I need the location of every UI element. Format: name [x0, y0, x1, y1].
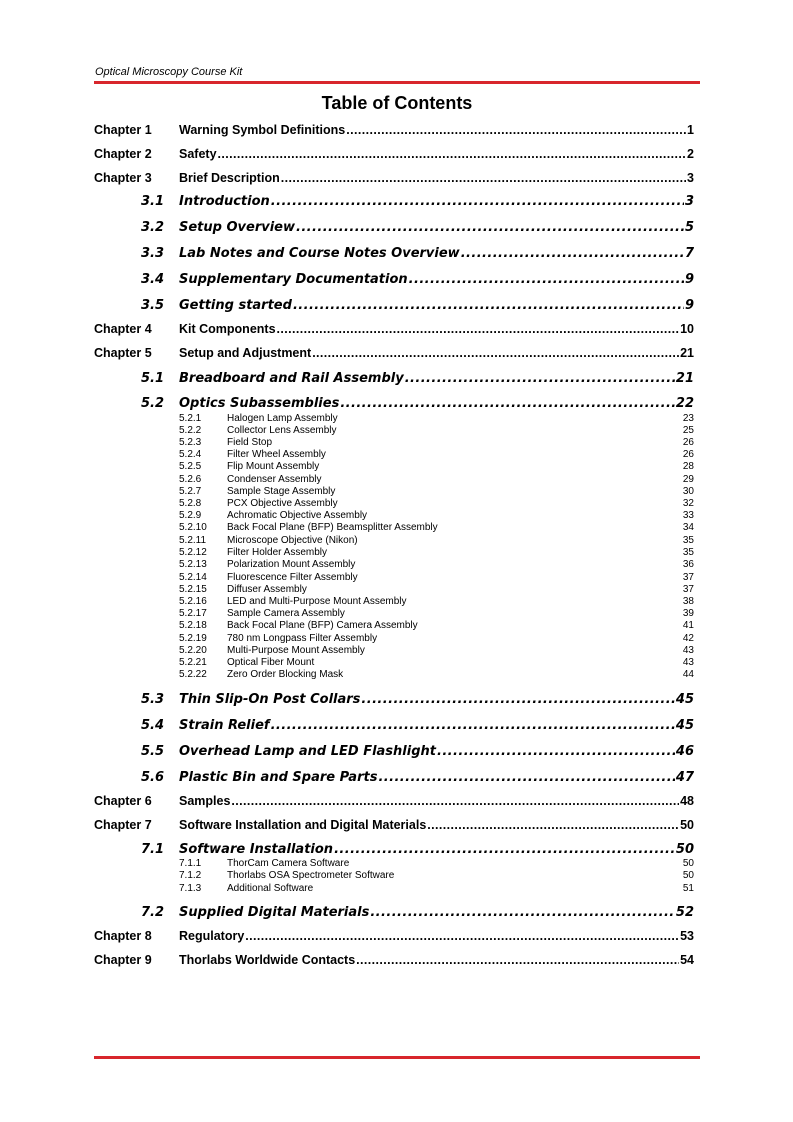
entry-page: 30	[682, 486, 694, 497]
toc-entry-5-2-9[interactable]	[94, 510, 694, 521]
entry-number: 7.1.3	[179, 883, 202, 894]
toc-entry-3-5[interactable]	[94, 298, 694, 313]
entry-page: 48	[680, 794, 694, 808]
entry-label: Supplied Digital Materials	[179, 905, 370, 920]
toc-entry-5-2-19[interactable]	[94, 633, 694, 644]
entry-page: 50	[680, 818, 694, 832]
entry-label: Lab Notes and Course Notes Overview	[179, 246, 460, 261]
entry-label: Back Focal Plane (BFP) Camera Assembly	[227, 620, 418, 631]
entry-label: Breadboard and Rail Assembly	[179, 371, 404, 386]
toc-entry-chapter-3[interactable]	[94, 171, 694, 185]
entry-label: Fluorescence Filter Assembly	[227, 572, 358, 583]
entry-label: Warning Symbol Definitions	[179, 123, 346, 137]
entry-page: 54	[680, 953, 694, 967]
header-rule	[94, 81, 700, 84]
dot-leader	[293, 298, 684, 313]
toc-entry-5-4[interactable]	[94, 718, 694, 733]
entry-label: Collector Lens Assembly	[227, 425, 337, 436]
entry-number: 5.2.21	[179, 657, 207, 668]
entry-number: 5.2.19	[179, 633, 207, 644]
entry-page: 50	[682, 870, 694, 881]
entry-number: Chapter 5	[94, 346, 152, 360]
entry-label: Thorlabs OSA Spectrometer Software	[227, 870, 395, 881]
entry-page: 23	[682, 413, 694, 424]
toc-entry-5-2-12[interactable]	[94, 547, 694, 558]
footer-rule	[94, 1056, 700, 1059]
toc-entry-5-2[interactable]	[94, 396, 694, 411]
entry-page: 1	[687, 123, 694, 137]
entry-label: Software Installation and Digital Materials	[179, 818, 427, 832]
entry-label: Thorlabs Worldwide Contacts	[179, 953, 356, 967]
entry-number: Chapter 1	[94, 123, 152, 137]
entry-page: 32	[682, 498, 694, 509]
entry-number: 5.2.6	[179, 474, 202, 485]
entry-number: 5.2.9	[179, 510, 202, 521]
entry-number: 5.2.3	[179, 437, 202, 448]
toc-entry-7-1[interactable]	[94, 842, 694, 857]
toc-entry-5-2-16[interactable]	[94, 596, 694, 607]
toc-entry-5-2-2[interactable]	[94, 425, 694, 436]
toc-entry-chapter-4[interactable]	[94, 322, 694, 336]
entry-label: 780 nm Longpass Filter Assembly	[227, 633, 378, 644]
entry-label: Achromatic Objective Assembly	[227, 510, 368, 521]
toc-entry-3-3[interactable]	[94, 246, 694, 261]
toc-title: Table of Contents	[321, 93, 473, 113]
entry-label: Flip Mount Assembly	[227, 461, 320, 472]
toc-entry-chapter-5[interactable]	[94, 346, 694, 360]
dot-leader	[427, 818, 679, 832]
toc-entry-7-2[interactable]	[94, 905, 694, 920]
entry-page: 39	[682, 608, 694, 619]
dot-leader	[277, 322, 680, 336]
entry-label: Regulatory	[179, 929, 245, 943]
toc-entry-5-2-13[interactable]	[94, 559, 694, 570]
entry-page: 5	[684, 220, 694, 235]
entry-number: 5.2.7	[179, 486, 202, 497]
entry-page: 22	[675, 396, 694, 411]
dot-leader	[437, 744, 675, 759]
entry-label: Getting started	[179, 298, 292, 313]
toc-entry-5-2-17[interactable]	[94, 608, 694, 619]
entry-page: 47	[675, 770, 694, 785]
entry-number: 3.5	[140, 298, 164, 313]
entry-label: Introduction	[179, 194, 270, 209]
entry-label: Diffuser Assembly	[227, 584, 307, 595]
entry-label: Setup Overview	[179, 220, 295, 235]
entry-label: Optical Fiber Mount	[227, 657, 315, 668]
entry-number: Chapter 8	[94, 929, 152, 943]
entry-number: 3.3	[140, 246, 164, 261]
toc-entry-5-2-6[interactable]	[94, 474, 694, 485]
entry-page: 36	[682, 559, 694, 570]
entry-number: 5.2.18	[179, 620, 207, 631]
dot-leader	[296, 220, 684, 235]
entry-label: ThorCam Camera Software	[227, 858, 350, 869]
entry-number: Chapter 9	[94, 953, 152, 967]
entry-page: 52	[675, 905, 694, 920]
entry-page: 37	[682, 572, 694, 583]
toc-entry-3-1[interactable]	[94, 194, 694, 209]
toc-entry-5-2-4[interactable]	[94, 449, 694, 460]
entry-number: 5.6	[140, 770, 164, 785]
running-header: Optical Microscopy Course Kit	[95, 66, 243, 78]
dot-leader	[312, 346, 679, 360]
entry-label: Setup and Adjustment	[179, 346, 312, 360]
entry-number: 7.1.1	[179, 858, 202, 869]
entry-number: 5.2.5	[179, 461, 202, 472]
toc-entry-5-5[interactable]	[94, 744, 694, 759]
entry-label: Samples	[179, 794, 231, 808]
entry-page: 53	[680, 929, 694, 943]
entry-number: 5.2.14	[179, 572, 207, 583]
dot-leader	[271, 718, 675, 733]
toc-entry-5-2-14[interactable]	[94, 572, 694, 583]
toc-entry-5-2-21[interactable]	[94, 657, 694, 668]
entry-number: 5.5	[140, 744, 164, 759]
entry-number: 7.1	[140, 842, 164, 857]
dot-leader	[340, 396, 675, 411]
toc-entry-5-3[interactable]	[94, 692, 694, 707]
entry-number: 5.2.11	[179, 535, 207, 546]
entry-label: Kit Components	[179, 322, 276, 336]
entry-page: 44	[682, 669, 694, 680]
entry-number: 3.2	[140, 220, 164, 235]
entry-label: Sample Stage Assembly	[227, 486, 336, 497]
dot-leader	[461, 246, 684, 261]
entry-number: 5.2	[140, 396, 164, 411]
entry-page: 21	[680, 346, 694, 360]
entry-page: 2	[687, 147, 694, 161]
entry-number: 5.2.15	[179, 584, 207, 595]
entry-label: Polarization Mount Assembly	[227, 559, 356, 570]
toc-entry-7-1-2[interactable]	[94, 870, 694, 881]
entry-page: 51	[682, 883, 694, 894]
entry-label: Supplementary Documentation	[179, 272, 408, 287]
entry-label: Optics Subassemblies	[179, 396, 340, 411]
entry-page: 9	[684, 298, 694, 313]
entry-number: 7.2	[140, 905, 164, 920]
dot-leader	[361, 692, 674, 707]
toc-entry-5-2-8[interactable]	[94, 498, 694, 509]
entry-number: 5.2.1	[179, 413, 202, 424]
entry-page: 50	[675, 842, 694, 857]
dot-leader	[334, 842, 675, 857]
toc-entry-5-2-18[interactable]	[94, 620, 694, 631]
dot-leader	[218, 147, 687, 161]
dot-leader	[346, 123, 686, 137]
entry-number: 5.3	[140, 692, 164, 707]
toc-entry-chapter-6[interactable]	[94, 794, 694, 808]
entry-label: Condenser Assembly	[227, 474, 322, 485]
toc-entry-3-2[interactable]	[94, 220, 694, 235]
entry-page: 35	[682, 535, 694, 546]
entry-label: Strain Relief	[179, 718, 270, 733]
toc-entry-5-2-15[interactable]	[94, 584, 694, 595]
toc-entry-chapter-9[interactable]	[94, 953, 694, 967]
entry-number: 3.4	[140, 272, 164, 287]
toc-entry-5-2-7[interactable]	[94, 486, 694, 497]
entry-label: Additional Software	[227, 883, 314, 894]
entry-label: Microscope Objective (Nikon)	[227, 535, 358, 546]
dot-leader	[281, 171, 686, 185]
entry-label: Safety	[179, 147, 217, 161]
dot-leader	[231, 794, 679, 808]
entry-label: Field Stop	[227, 437, 273, 448]
entry-number: 7.1.2	[179, 870, 202, 881]
entry-page: 25	[682, 425, 694, 436]
entry-number: 5.2.20	[179, 645, 207, 656]
entry-label: Overhead Lamp and LED Flashlight	[179, 744, 436, 759]
entry-page: 50	[682, 858, 694, 869]
entry-label: PCX Objective Assembly	[227, 498, 338, 509]
toc-entry-5-2-20[interactable]	[94, 645, 694, 656]
entry-label: LED and Multi-Purpose Mount Assembly	[227, 596, 407, 607]
toc-entry-chapter-2[interactable]	[94, 147, 694, 161]
entry-number: 3.1	[140, 194, 164, 209]
entry-page: 28	[682, 461, 694, 472]
entry-page: 3	[684, 194, 694, 209]
entry-number: 5.2.4	[179, 449, 202, 460]
entry-page: 38	[682, 596, 694, 607]
dot-leader	[356, 953, 679, 967]
toc-entry-5-2-11[interactable]	[94, 535, 694, 546]
entry-label: Brief Description	[179, 171, 280, 185]
entry-label: Sample Camera Assembly	[227, 608, 345, 619]
entry-label: Plastic Bin and Spare Parts	[179, 770, 378, 785]
entry-page: 45	[675, 692, 694, 707]
entry-page: 26	[682, 449, 694, 460]
entry-label: Thin Slip-On Post Collars	[179, 692, 361, 707]
entry-number: 5.2.17	[179, 608, 207, 619]
entry-number: 5.4	[140, 718, 164, 733]
entry-number: Chapter 7	[94, 818, 152, 832]
entry-page: 41	[682, 620, 694, 631]
entry-page: 34	[682, 522, 694, 533]
entry-number: 5.2.16	[179, 596, 207, 607]
toc-entry-5-2-5[interactable]	[94, 461, 694, 472]
dot-leader	[245, 929, 679, 943]
dot-leader	[370, 905, 675, 920]
entry-number: 5.2.2	[179, 425, 202, 436]
toc-entry-5-2-22[interactable]	[94, 669, 694, 680]
entry-label: Halogen Lamp Assembly	[227, 413, 338, 424]
entry-number: Chapter 2	[94, 147, 152, 161]
toc-entry-5-2-10[interactable]	[94, 522, 694, 533]
entry-page: 42	[682, 633, 694, 644]
entry-label: Back Focal Plane (BFP) Beamsplitter Assembly	[227, 522, 438, 533]
entry-number: Chapter 6	[94, 794, 152, 808]
entry-number: 5.2.8	[179, 498, 202, 509]
entry-label: Zero Order Blocking Mask	[227, 669, 344, 680]
entry-number: Chapter 4	[94, 322, 152, 336]
entry-number: 5.1	[140, 371, 164, 386]
entry-number: Chapter 3	[94, 171, 152, 185]
dot-leader	[405, 371, 675, 386]
entry-page: 26	[682, 437, 694, 448]
toc-entry-chapter-1[interactable]	[94, 123, 694, 137]
dot-leader	[409, 272, 684, 287]
entry-page: 45	[675, 718, 694, 733]
entry-page: 43	[682, 657, 694, 668]
entry-number: 5.2.10	[179, 522, 207, 533]
entry-number: 5.2.22	[179, 669, 207, 680]
dot-leader	[271, 194, 684, 209]
entry-number: 5.2.12	[179, 547, 207, 558]
entry-page: 43	[682, 645, 694, 656]
entry-label: Software Installation	[179, 842, 334, 857]
entry-label: Filter Wheel Assembly	[227, 449, 326, 460]
toc-entry-3-4[interactable]	[94, 272, 694, 287]
toc-entry-5-2-3[interactable]	[94, 437, 694, 448]
toc-entry-5-2-1[interactable]	[94, 413, 694, 424]
entry-page: 29	[682, 474, 694, 485]
toc-entry-7-1-1[interactable]	[94, 858, 694, 869]
dot-leader	[378, 770, 674, 785]
entry-label: Filter Holder Assembly	[227, 547, 328, 558]
entry-page: 33	[682, 510, 694, 521]
toc-entry-chapter-8[interactable]	[94, 929, 694, 943]
entry-page: 7	[684, 246, 694, 261]
entry-number: 5.2.13	[179, 559, 207, 570]
entry-page: 21	[675, 371, 694, 386]
toc-entry-5-1[interactable]	[94, 371, 694, 386]
toc-entry-7-1-3[interactable]	[94, 883, 694, 894]
entry-page: 10	[680, 322, 694, 336]
entry-page: 46	[675, 744, 694, 759]
toc-entry-chapter-7[interactable]	[94, 818, 694, 832]
entry-page: 37	[682, 584, 694, 595]
entry-page: 35	[682, 547, 694, 558]
entry-label: Multi-Purpose Mount Assembly	[227, 645, 365, 656]
toc-entry-5-6[interactable]	[94, 770, 694, 785]
entry-page: 9	[684, 272, 694, 287]
entry-page: 3	[687, 171, 694, 185]
